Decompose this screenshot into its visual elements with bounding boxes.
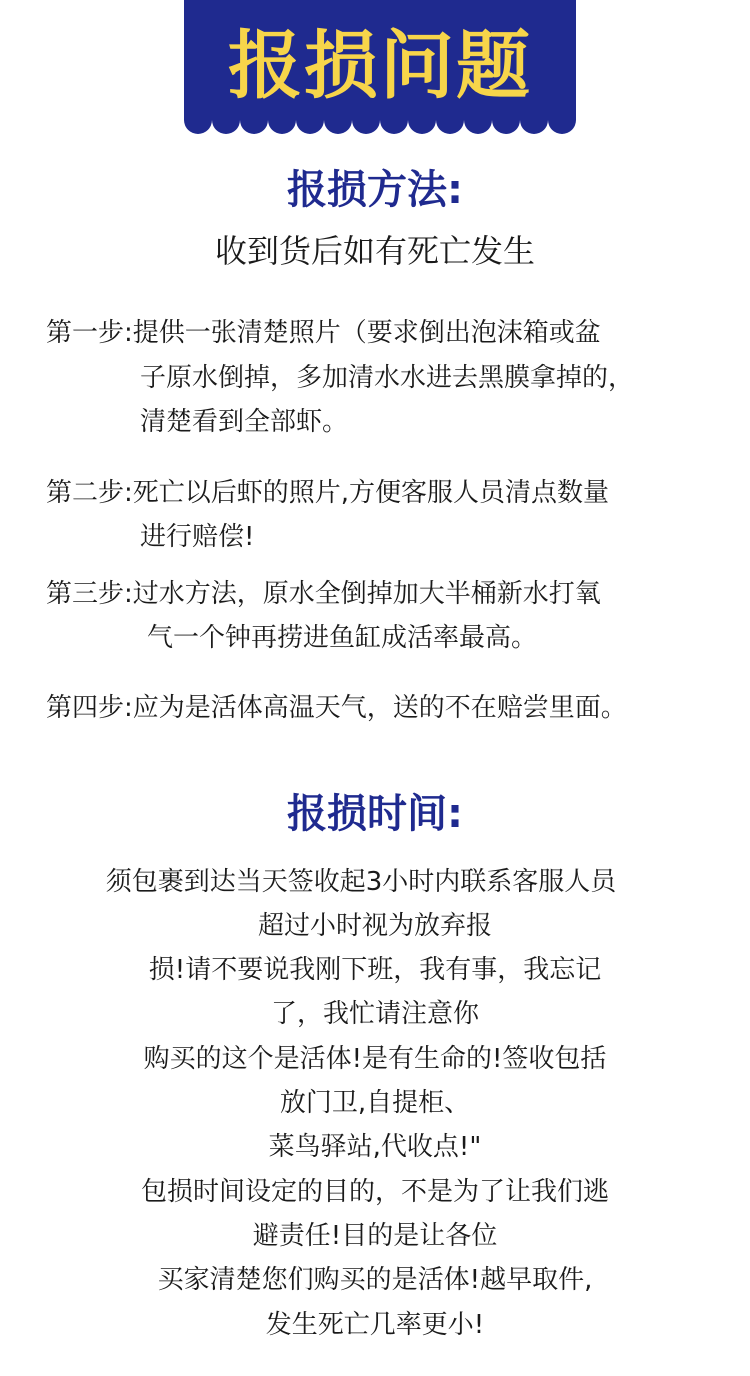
step3-line1: 第三步:过水方法，原水全倒掉加大半桶新水打氧 bbox=[46, 579, 601, 609]
banner-title: 报损问题 bbox=[228, 23, 532, 109]
time-line-8: 包损时间设定的目的，不是为了让我们逃 bbox=[140, 1177, 609, 1207]
time-line-2: 超过小时视为放弃报 bbox=[257, 911, 492, 941]
time-line-7: 菜鸟驿站,代收点!" bbox=[268, 1132, 482, 1162]
step1-line1: 第一步:提供一张清楚照片（要求倒出泡沫箱或盆 bbox=[46, 318, 601, 348]
time-line-9: 避责任!目的是让各位 bbox=[252, 1221, 498, 1251]
time-line-10: 买家清楚您们购买的是活体!越早取件, bbox=[157, 1265, 593, 1295]
method-heading: 报损方法: bbox=[287, 167, 463, 213]
step1-line3: 清楚看到全部虾。 bbox=[140, 407, 349, 437]
time-heading: 报损时间: bbox=[287, 791, 463, 837]
step1-line2: 子原水倒掉，多加清水水进去黑膜拿掉的， bbox=[140, 363, 635, 393]
header-banner bbox=[184, 0, 576, 134]
time-line-4: 了，我忙请注意你 bbox=[270, 999, 479, 1029]
time-line-11: 发生死亡几率更小! bbox=[265, 1310, 485, 1340]
step2-line2: 进行赔偿! bbox=[140, 522, 255, 552]
method-subtitle: 收到货后如有死亡发生 bbox=[214, 232, 535, 270]
time-line-5: 购买的这个是活体!是有生命的!签收包括 bbox=[143, 1044, 607, 1074]
step2-line1: 第二步:死亡以后虾的照片,方便客服人员清点数量 bbox=[46, 478, 610, 508]
time-line-1: 须包裹到达当天签收起3小时内联系客服人员 bbox=[105, 867, 617, 897]
step3-line2: 气一个钟再捞进鱼缸成活率最高。 bbox=[147, 623, 538, 653]
time-line-6: 放门卫,自提柜、 bbox=[279, 1088, 471, 1118]
time-line-3: 损!请不要说我刚下班，我有事，我忘记 bbox=[148, 955, 602, 985]
step4-line1: 第四步:应为是活体高温天气，送的不在赔尝里面。 bbox=[46, 693, 627, 723]
